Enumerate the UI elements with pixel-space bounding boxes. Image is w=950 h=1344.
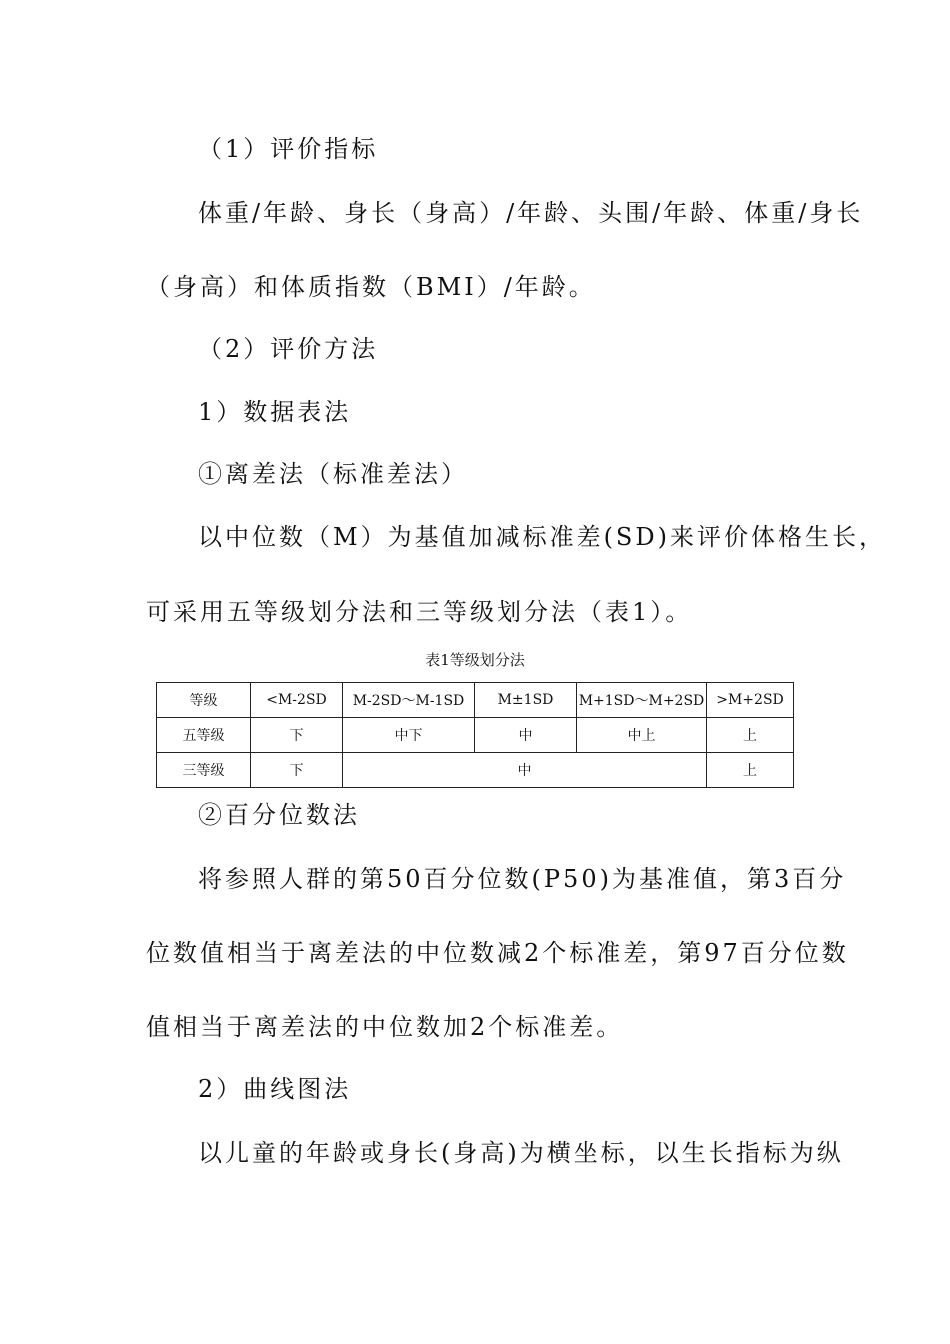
subsection-heading: ②百分位数法	[198, 801, 360, 829]
table-cell: 中	[343, 753, 707, 788]
table-cell: 下	[251, 718, 343, 753]
table-header-cell: >M+2SD	[707, 683, 794, 718]
table-cell: 上	[707, 718, 794, 753]
table-row	[157, 718, 794, 753]
table-cell: 中下	[343, 718, 475, 753]
paragraph-line: 值相当于离差法的中位数加2个标准差。	[146, 1013, 624, 1041]
table-header-cell: <M-2SD	[251, 683, 343, 718]
table-header-cell: M-2SD～M-1SD	[343, 683, 475, 718]
table-cell: 三等级	[157, 753, 251, 788]
table-cell: 中上	[577, 718, 707, 753]
subsection-heading: 1）数据表法	[198, 398, 352, 426]
paragraph-line: 可采用五等级划分法和三等级划分法（表1）。	[146, 598, 693, 626]
table-cell: 下	[251, 753, 343, 788]
subsection-heading: 2）曲线图法	[198, 1075, 352, 1103]
table-cell: 上	[707, 753, 794, 788]
table-header-row	[157, 683, 794, 718]
table-header-cell: 等级	[157, 683, 251, 718]
subsection-heading: ①离差法（标准差法）	[198, 460, 468, 488]
paragraph-line: （身高）和体质指数（BMI）/年龄。	[146, 273, 596, 301]
paragraph-line: 将参照人群的第50百分位数(P50)为基准值，第3百分	[198, 865, 847, 893]
paragraph-line: 以中位数（M）为基值加减标准差(SD)来评价体格生长，	[198, 523, 886, 551]
table-cell: 中	[475, 718, 577, 753]
table-header-cell: M+1SD～M+2SD	[577, 683, 707, 718]
paragraph-line: 位数值相当于离差法的中位数减2个标准差，第97百分位数	[146, 939, 849, 967]
grade-table	[156, 682, 794, 788]
table-row	[157, 753, 794, 788]
paragraph-line: （1）评价指标	[198, 135, 379, 163]
table-header-cell: M±1SD	[475, 683, 577, 718]
section-heading: （2）评价方法	[198, 335, 379, 363]
paragraph-line: 以儿童的年龄或身长(身高)为横坐标，以生长指标为纵	[198, 1139, 844, 1167]
table-cell: 五等级	[157, 718, 251, 753]
paragraph-line: 体重/年龄、身长（身高）/年龄、头围/年龄、体重/身长	[198, 199, 864, 227]
table-caption: 表1等级划分法	[425, 651, 525, 669]
